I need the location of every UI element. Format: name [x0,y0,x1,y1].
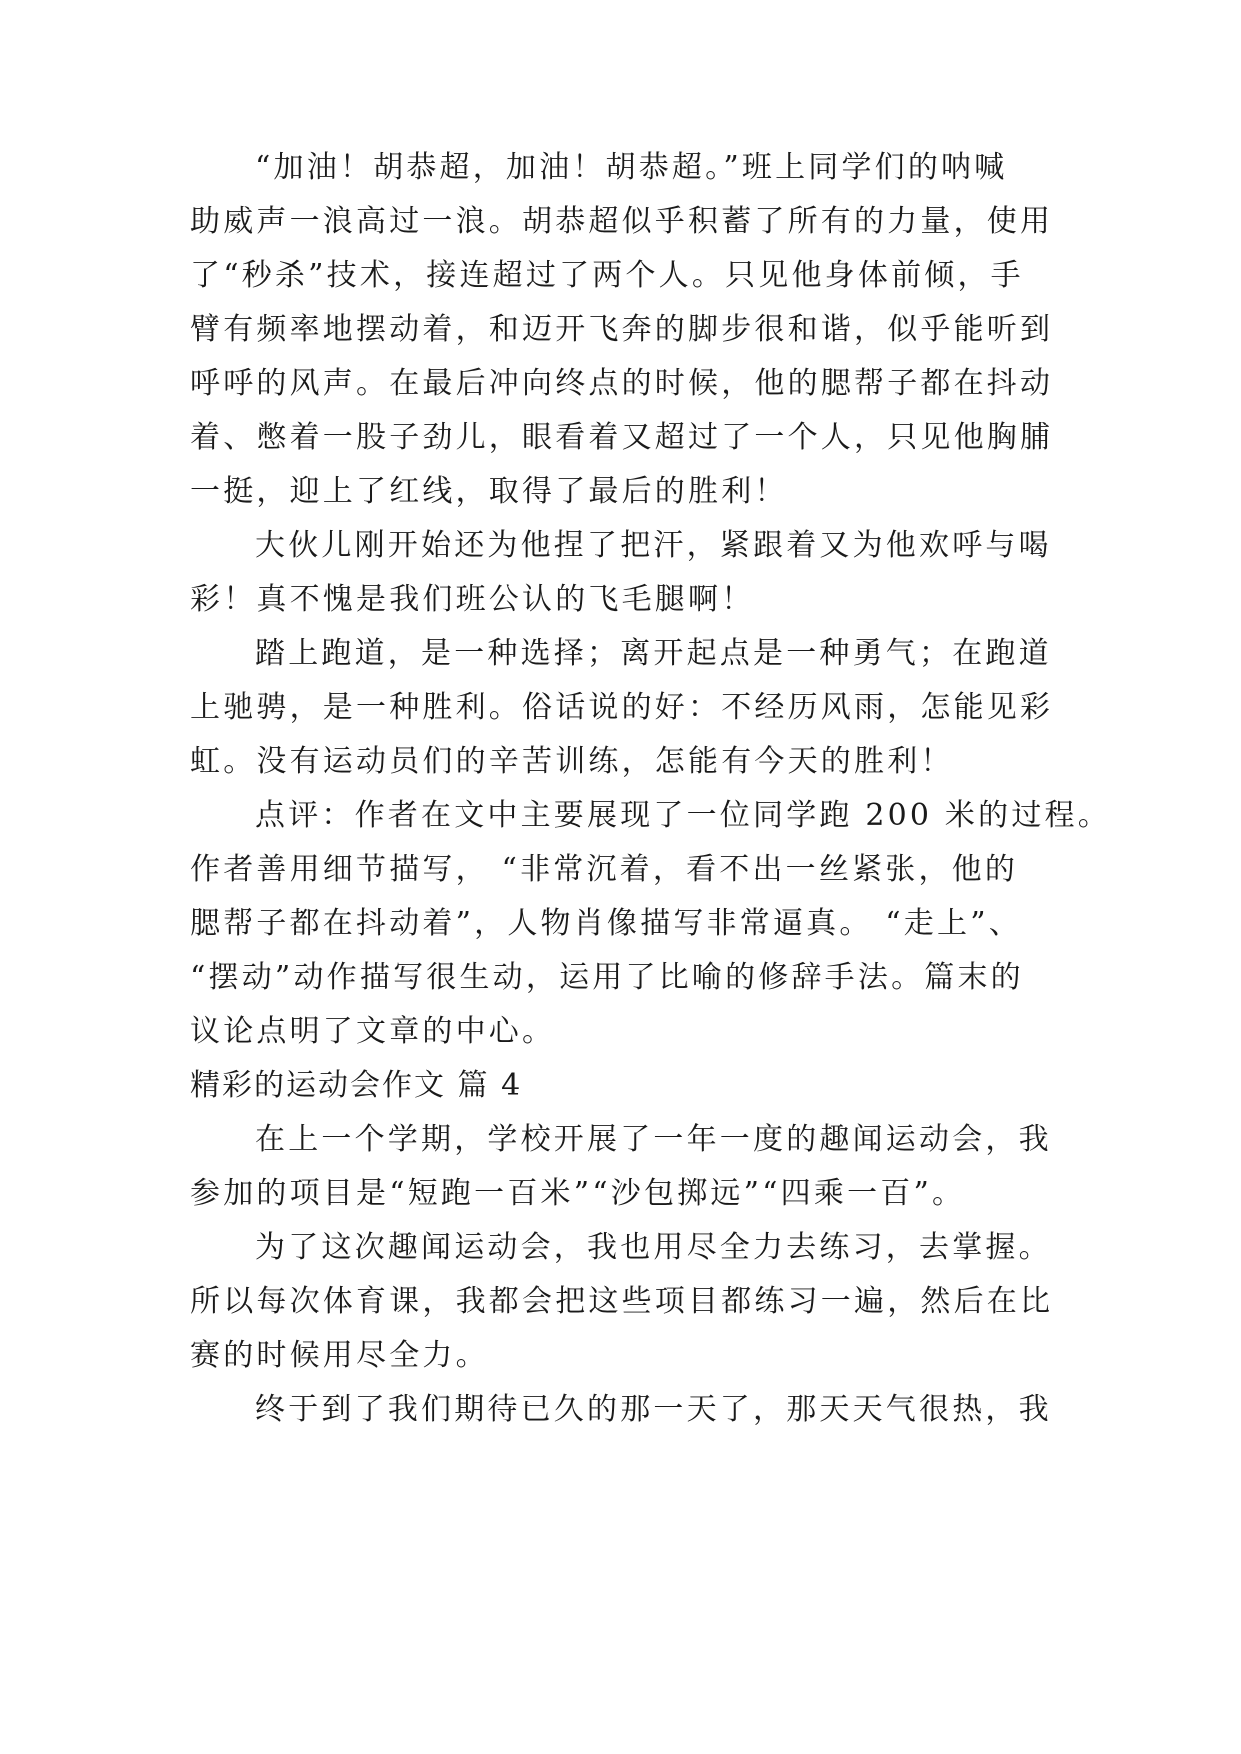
text-line: 上驰骋，是一种胜利。俗话说的好：不经历风雨，怎能见彩 [190,690,1054,725]
text-line: 议论点明了文章的中心。 [190,1014,556,1049]
text-line: 一挺，迎上了红线，取得了最后的胜利！ [190,474,788,509]
text-line: 作者善用细节描写， “非常沉着，看不出一丝紧张，他的 [190,852,1019,887]
text-line: 为了这次趣闻运动会，我也用尽全力去练习，去掌握。 [255,1230,1052,1265]
text-line: 彩！真不愧是我们班公认的飞毛腿啊！ [190,582,755,617]
text-line: 大伙儿刚开始还为他捏了把汗，紧跟着又为他欢呼与喝 [255,528,1052,563]
text-line: “摆动”动作描写很生动，运用了比喻的修辞手法。篇末的 [190,960,1024,995]
text-line: 了“秒杀”技术，接连超过了两个人。只见他身体前倾，手 [190,258,1024,293]
text-line: 所以每次体育课，我都会把这些项目都练习一遍，然后在比 [190,1284,1054,1319]
text-line: “加油！胡恭超，加油！胡恭超。”班上同学们的呐喊 [255,150,1008,185]
text-line: 虹。没有运动员们的辛苦训练，怎能有今天的胜利！ [190,744,954,779]
text-line: 着、憋着一股子劲儿，眼看着又超过了一个人，只见他胸脯 [190,420,1054,455]
text-line: 踏上跑道，是一种选择；离开起点是一种勇气；在跑道 [255,636,1052,671]
text-line: 在上一个学期，学校开展了一年一度的趣闻运动会，我 [255,1122,1052,1157]
section-heading: 精彩的运动会作文 篇 4 [190,1068,523,1103]
text-line: 呼呼的风声。在最后冲向终点的时候，他的腮帮子都在抖动 [190,366,1054,401]
text-line: 臂有频率地摆动着，和迈开飞奔的脚步很和谐，似乎能听到 [190,312,1054,347]
text-line: 助威声一浪高过一浪。胡恭超似乎积蓄了所有的力量，使用 [190,204,1054,239]
text-line: 参加的项目是“短跑一百米”“沙包掷远”“四乘一百”。 [190,1176,966,1211]
text-line: 腮帮子都在抖动着”，人物肖像描写非常逼真。 “走上”、 [190,906,1022,941]
text-line: 赛的时候用尽全力。 [190,1338,489,1373]
text-line: 点评：作者在文中主要展现了一位同学跑 200 米的过程。 [255,798,1111,833]
text-line: 终于到了我们期待已久的那一天了，那天天气很热，我 [255,1392,1052,1427]
